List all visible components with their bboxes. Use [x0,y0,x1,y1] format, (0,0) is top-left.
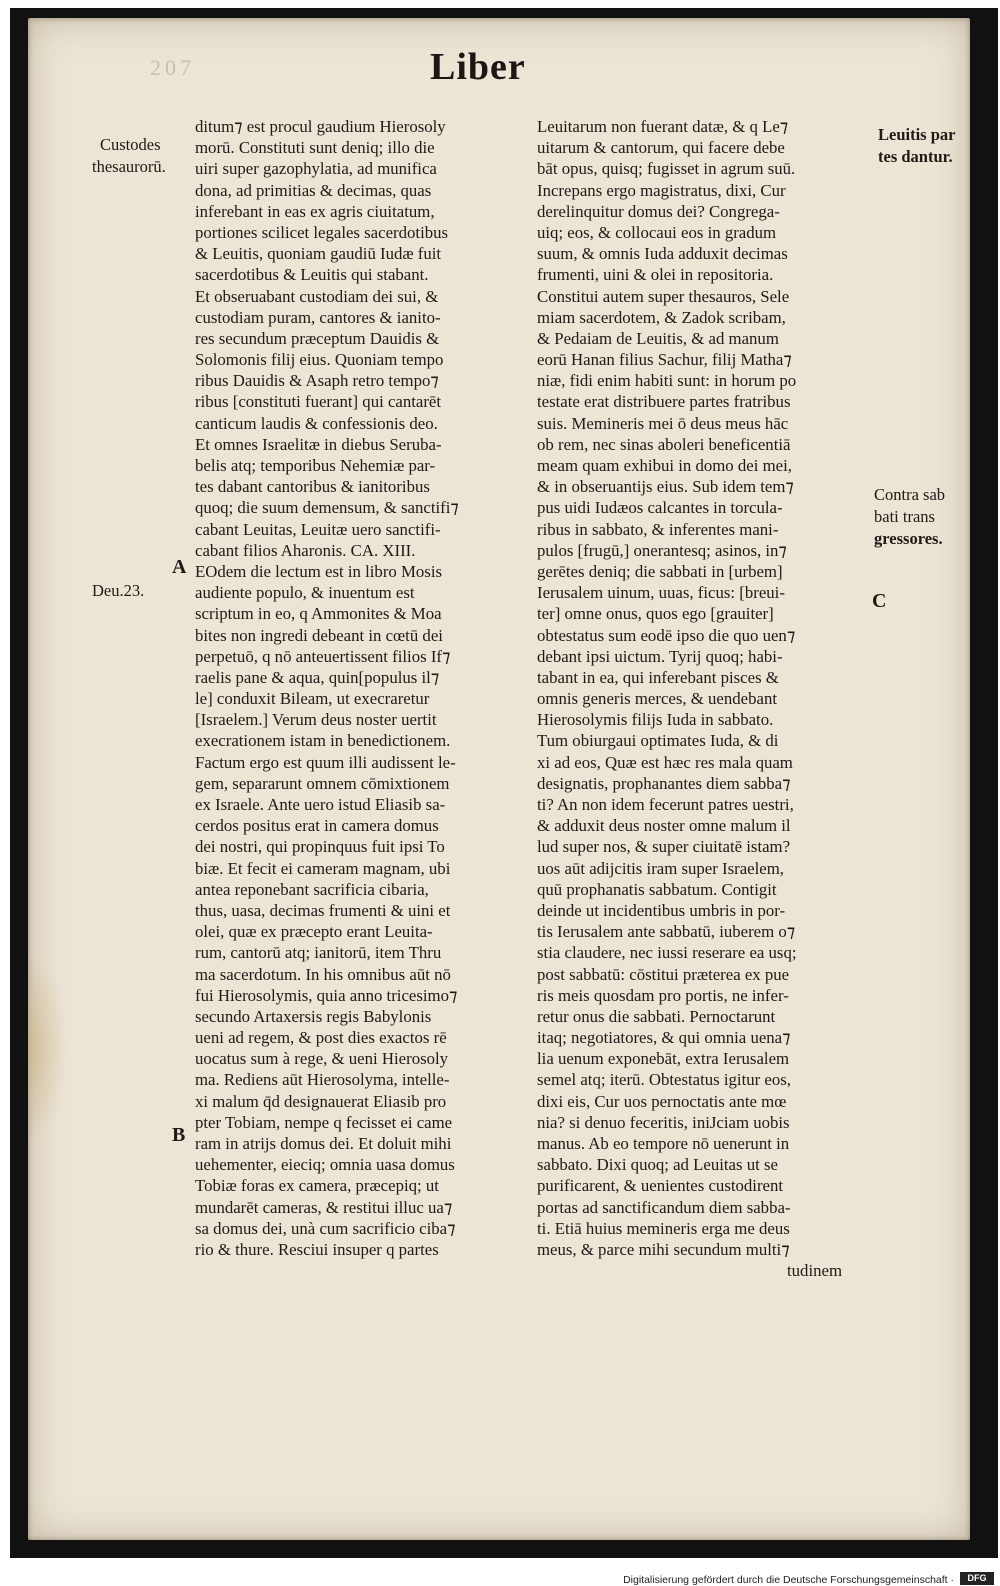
text-line: sa domus dei, unà cum sacrificio ciba⁊ [195,1218,456,1238]
text-line: Leuitarum non fuerant datæ, & q Le⁊ [537,117,789,136]
text-line: res secundum præceptum Dauidis & [195,328,440,348]
left-text-column [195,116,550,1260]
text-line: sacerdotibus & Leuitis qui stabant. [195,265,429,285]
text-line: derelinquitur domus dei? Congrega- [537,201,780,221]
text-line: cabant Leuitas, Leuitæ uero sanctifi- [195,519,441,539]
text-line: tabant in ea, qui inferebant pisces & [537,667,779,687]
text-line: Increpans ergo magistratus, dixi, Cur [537,180,786,200]
text-line: tis Ierusalem ante sabbatū, iuberem o⁊ [537,922,796,942]
text-line: ram in atrijs domus dei. Et doluit mihi [195,1134,452,1153]
text-line: biæ. Et fecit ei cameram magnam, ubi [195,858,451,878]
text-line: portas ad sanctificandum diem sabba- [537,1197,791,1217]
margin-note-contra-2: bati trans [874,507,935,526]
text-line: quoq; die suum demensum, & sanctifi⁊ [195,498,459,518]
running-head: Liber [430,46,526,88]
text-line: portiones scilicet legales sacerdotibus [195,222,449,242]
text-line: ditum⁊ est procul gaudium Hierosoly [195,117,446,136]
text-line: morū. Constituti sunt deniq; illo die [195,138,435,158]
text-line: custodiam puram, cantores & ianito- [195,307,441,327]
text-line: ris meis quosdam pro portis, ne infer- [537,985,789,1005]
text-line: meus, & parce mihi secundum multi⁊ [537,1239,790,1259]
text-line: stia claudere, nec iussi reserare ea usq; [537,943,797,963]
text-line: ti. Etiā huius memineris erga me deus [537,1218,790,1238]
text-line: le] conduxit Bileam, ut execraretur [195,689,430,709]
text-line: gem, separarunt omnem cōmixtionem [195,773,450,793]
text-line: sabbato. Dixi quoq; ad Leuitas ut se [537,1155,778,1175]
text-line: rio & thure. Resciui insuper q partes [195,1239,439,1259]
text-line: uocatus sum à rege, & ueni Hierosoly [195,1049,449,1069]
text-line: manus. Ab eo tempore nō uenerunt in [537,1134,790,1153]
text-line: Et obseruabant custodiam dei sui, & [195,286,439,306]
text-line: scriptum in eo, q Ammonites & Moa [195,604,442,624]
text-line: suum, & omnis Iuda adduxit decimas [537,244,788,264]
text-line: meam quam exhibui in domo dei mei, [537,456,792,475]
text-line: Tobiæ foras ex camera, præcepiq; ut [195,1176,439,1196]
text-line: ex Israele. Ante uero istud Eliasib sa- [195,795,446,814]
text-line: designatis, prophanantes diem sabba⁊ [537,773,791,793]
text-line: ti? An non idem fecerunt patres uestri, [537,795,794,814]
margin-note-leuitis-1: Leuitis par [878,125,956,144]
text-line: dixi eis, Cur uos pernoctatis ante mœ [537,1091,787,1111]
text-line: dona, ad primitias & decimas, quas [195,180,432,200]
text-line: Solomonis filij eius. Quoniam tempo [195,350,444,370]
text-line: tes dabant cantoribus & ianitoribus [195,477,430,497]
text-line: ribus [constituti fuerant] qui cantarēt [195,392,442,412]
chapter-heading-line: cabant filios Aharonis. CA. XIII. [195,540,416,560]
text-line: retur onus die sabbati. Pernoctarunt [537,1006,776,1026]
funding-notice: Digitalisierung gefördert durch die Deutsche Forschungsgemeinschaft · [623,1574,954,1586]
text-line: dei nostri, qui propinquus fuit ipsi To [195,837,445,857]
text-line: EOdem die lectum est in libro Mosis [195,561,443,581]
margin-note-deuteronomy: Deu.23. [92,581,145,600]
text-line: & in obseruantijs eius. Sub idem tem⁊ [537,477,794,497]
text-line: ob rem, nec sinas aboleri beneficentiā [537,434,791,454]
text-line: lud super nos, & super ciuitatē istam? [537,837,791,857]
text-line: & Leuitis, quoniam gaudiū Iudæ fuit [195,244,442,264]
text-line: secundo Artaxersis regis Babylonis [195,1006,432,1026]
section-mark-b: B [172,1124,186,1146]
text-line: Ierusalem uinum, uuas, ficus: [breui- [537,583,785,603]
text-line: cerdos positus erat in camera domus [195,816,439,836]
text-line: uiri super gazophylatia, ad munifica [195,159,437,179]
text-line: bāt opus, quisq; fugisset in agrum suū. [537,159,796,179]
margin-note-contra-3: gressores. [874,529,943,548]
margin-note-leuitis-2: tes dantur. [878,147,953,166]
text-line: Hierosolymis filijs Iuda in sabbato. [537,710,774,730]
margin-note-contra-1: Contra sab [874,485,946,504]
page-stain [28,948,68,1148]
text-line: raelis pane & aqua, quin[populus il⁊ [195,667,440,687]
dfg-logo-icon: DFG [960,1572,994,1585]
text-line: [Israelem.] Verum deus noster uertit [195,710,437,730]
text-line: uehementer, eieciq; omnia uasa domus [195,1155,455,1175]
text-line: lia uenum exponebāt, extra Ierusalem [537,1049,790,1069]
text-line: Tum obiurgaui optimates Iuda, & di [537,731,779,751]
text-line: ma sacerdotum. In his omnibus aūt nō [195,964,451,984]
text-line: perpetuō, q nō anteuertissent filios If⁊ [195,646,451,666]
text-line: xi malum q̄d designauerat Eliasib pro [195,1091,447,1111]
catchword-line: tudinem [787,1261,842,1281]
text-line: niæ, fidi enim habiti sunt: in horum po [537,371,797,391]
text-line: thus, uasa, decimas frumenti & uini et [195,900,451,920]
right-text-column [537,116,897,1281]
text-line: purificarent, & uenientes custodirent [537,1176,784,1196]
text-line: nia? si denuo feceritis, iniJciam uobis [537,1112,790,1132]
text-line: uitarum & cantorum, qui facere debe [537,138,785,158]
text-line: gerētes deniq; die sabbati in [urbem] [537,561,783,581]
text-line: fui Hierosolymis, quia anno tricesimo⁊ [195,985,458,1005]
text-line: pter Tobiam, nempe q fecisset ei came [195,1112,453,1132]
text-line: suis. Memineris mei ō deus meus hāc [537,413,789,433]
text-line: frumenti, uini & olei in repositoria. [537,265,774,285]
text-line: rum, cantorū atq; ianitorū, item Thru [195,943,442,963]
text-line: debant ipsi uictum. Tyrij quoq; habi- [537,646,783,666]
text-line: canticum laudis & confessionis deo. [195,413,438,433]
text-line: execrationem istam in benedictionem. [195,731,451,751]
text-line: pulos [frugū,] onerantesq; asinos, in⁊ [537,540,787,560]
text-line: pus uidi Iudæos calcantes in torcula- [537,498,783,518]
text-line: ueni ad regem, & post dies exactos rē [195,1028,447,1048]
section-mark-c: C [872,590,887,612]
text-line: eorū Hanan filius Sachur, filij Matha⁊ [537,350,792,370]
section-mark-a: A [172,556,187,578]
text-line: bites non ingredi debeant in cœtū dei [195,625,443,645]
text-line: Constitui autem super thesauros, Sele [537,286,790,306]
margin-note-custodes: Custodes [100,135,161,154]
text-line: antea reponebant sacrificia cibaria, [195,879,429,899]
text-line: ter] omne onus, quos ego [grauiter] [537,604,774,624]
text-line: miam sacerdotem, & Zadok scribam, [537,307,786,327]
text-line: audiente populo, & inuentum est [195,583,415,603]
text-line: xi ad eos, Quæ est hæc res mala quam [537,752,793,772]
text-line: ribus in sabbato, & inferentes mani- [537,519,779,539]
text-line: uos aūt adijcitis iram super Israelem, [537,858,784,878]
text-line: ribus Dauidis & Asaph retro tempo⁊ [195,371,439,391]
text-line: uiq; eos, & collocaui eos in gradum [537,222,777,242]
text-line: mundarēt cameras, & restitui illuc ua⁊ [195,1197,453,1217]
text-line: Factum ergo est quum illi audissent le- [195,752,456,772]
text-line: inferebant in eas ex agris ciuitatum, [195,201,435,221]
text-line: quū prophanatis sabbatum. Contigit [537,879,777,899]
text-line: Et omnes Israelitæ in diebus Seruba- [195,434,442,454]
text-line: obtestatus sum eodē ipso die quo uen⁊ [537,625,796,645]
text-line: belis atq; temporibus Nehemiæ par- [195,456,436,475]
text-line: deinde ut incidentibus umbris in por- [537,900,786,920]
faint-page-number: 207 [150,55,195,80]
text-line: ma. Rediens aūt Hierosolyma, intelle- [195,1070,450,1090]
text-line: omnis generis merces, & uendebant [537,689,777,709]
text-line: & Pedaiam de Leuitis, & ad manum [537,328,779,348]
text-line: olei, quæ ex præcepto erant Leuita- [195,922,433,942]
text-line: post sabbatū: cōstitui præterea ex pue [537,964,790,984]
margin-note-thesaurorum: thesaurorū. [92,157,166,176]
text-line: semel atq; iterū. Obtestatus igitur eos, [537,1070,791,1090]
text-line: & adduxit deus noster omne malum il [537,816,791,836]
text-line: testate erat distribuere partes fratribus [537,392,791,412]
text-line: itaq; negotiatores, & qui omnia uena⁊ [537,1028,791,1048]
